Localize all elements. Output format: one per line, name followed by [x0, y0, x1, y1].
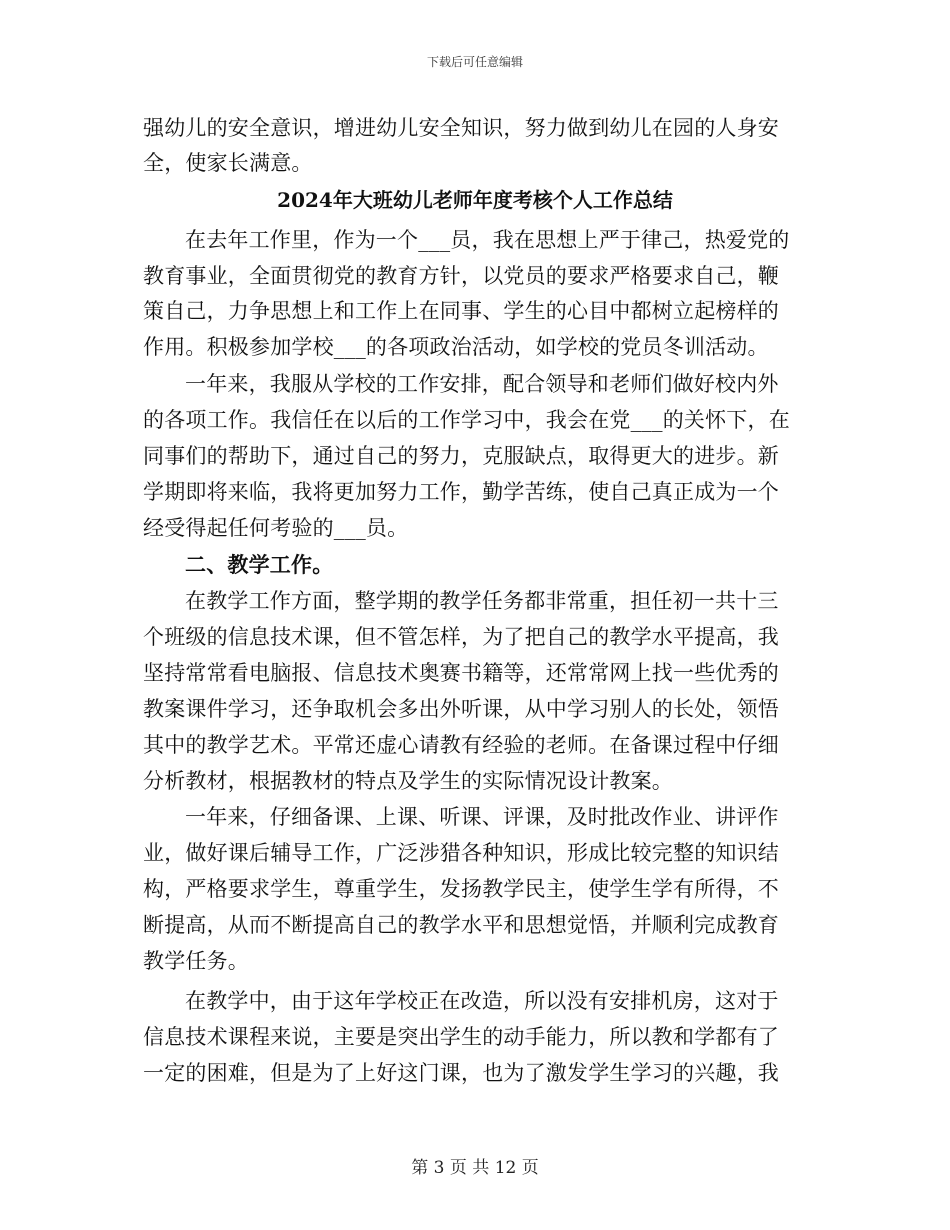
page-header: 下载后可任意编辑 — [426, 55, 523, 69]
paragraph-line: 在去年工作里，作为一个___员，我在思想上严于律己，热爱党的 — [185, 228, 790, 252]
paragraph-line: 个班级的信息技术课，但不管怎样，为了把自己的教学水平提高，我 — [143, 625, 779, 649]
paragraph-line: 教学任务。 — [143, 949, 249, 973]
paragraph-line: 教案课件学习，还争取机会多出外听课，从中学习别人的长处，领悟 — [143, 697, 779, 721]
paragraph-line: 同事们的帮助下，通过自己的努力，克服缺点，取得更大的进步。新 — [143, 444, 779, 468]
paragraph-line: 在教学工作方面，整学期的教学任务都非常重，担任初一共十三 — [185, 589, 779, 613]
section-heading: 二、教学工作。 — [185, 552, 334, 577]
paragraph-line: 一年来，仔细备课、上课、听课、评课，及时批改作业、讲评作 — [185, 805, 779, 829]
paragraph-line: 坚持常常看电脑报、信息技术奥赛书籍等，还常常网上找一些优秀的 — [143, 661, 779, 685]
paragraph-line: 一年来，我服从学校的工作安排，配合领导和老师们做好校内外 — [185, 372, 779, 396]
paragraph-line: 作用。积极参加学校___的各项政治活动，如学校的党员冬训活动。 — [143, 335, 769, 359]
paragraph-line: 断提高，从而不断提高自己的教学水平和思想觉悟，并顺利完成教育 — [143, 913, 779, 937]
paragraph-line: 业，做好课后辅导工作，广泛涉猎各种知识，形成比较完整的知识结 — [143, 841, 779, 865]
paragraph-line: 全，使家长满意。 — [143, 151, 313, 175]
paragraph-line: 构，严格要求学生，尊重学生，发扬教学民主，使学生学有所得，不 — [143, 877, 779, 901]
page-footer: 第 3 页 共 12 页 — [411, 1158, 539, 1178]
paragraph-line: 强幼儿的安全意识，增进幼儿安全知识，努力做到幼儿在园的人身安 — [143, 116, 779, 140]
paragraph-line: 学期即将来临，我将更加努力工作，勤学苦练，使自己真正成为一个 — [143, 480, 779, 504]
document-title: 2024年大班幼儿老师年度考核个人工作总结 — [277, 188, 673, 212]
paragraph-line: 在教学中，由于这年学校正在改造，所以没有安排机房，这对于 — [185, 989, 779, 1013]
paragraph-line: 教育事业，全面贯彻党的教育方针，以党员的要求严格要求自己，鞭 — [143, 264, 779, 288]
paragraph-line: 分析教材，根据教材的特点及学生的实际情况设计教案。 — [143, 769, 673, 793]
paragraph-line: 的各项工作。我信任在以后的工作学习中，我会在党___的关怀下，在 — [143, 408, 790, 432]
paragraph-line: 其中的教学艺术。平常还虚心请教有经验的老师。在备课过程中仔细 — [143, 733, 779, 757]
paragraph-line: 经受得起任何考验的___员。 — [143, 516, 409, 540]
paragraph-line: 策自己，力争思想上和工作上在同事、学生的心目中都树立起榜样的 — [143, 299, 779, 323]
paragraph-line: 一定的困难，但是为了上好这门课，也为了激发学生学习的兴趣，我 — [143, 1061, 779, 1085]
paragraph-line: 信息技术课程来说，主要是突出学生的动手能力，所以教和学都有了 — [143, 1025, 779, 1049]
